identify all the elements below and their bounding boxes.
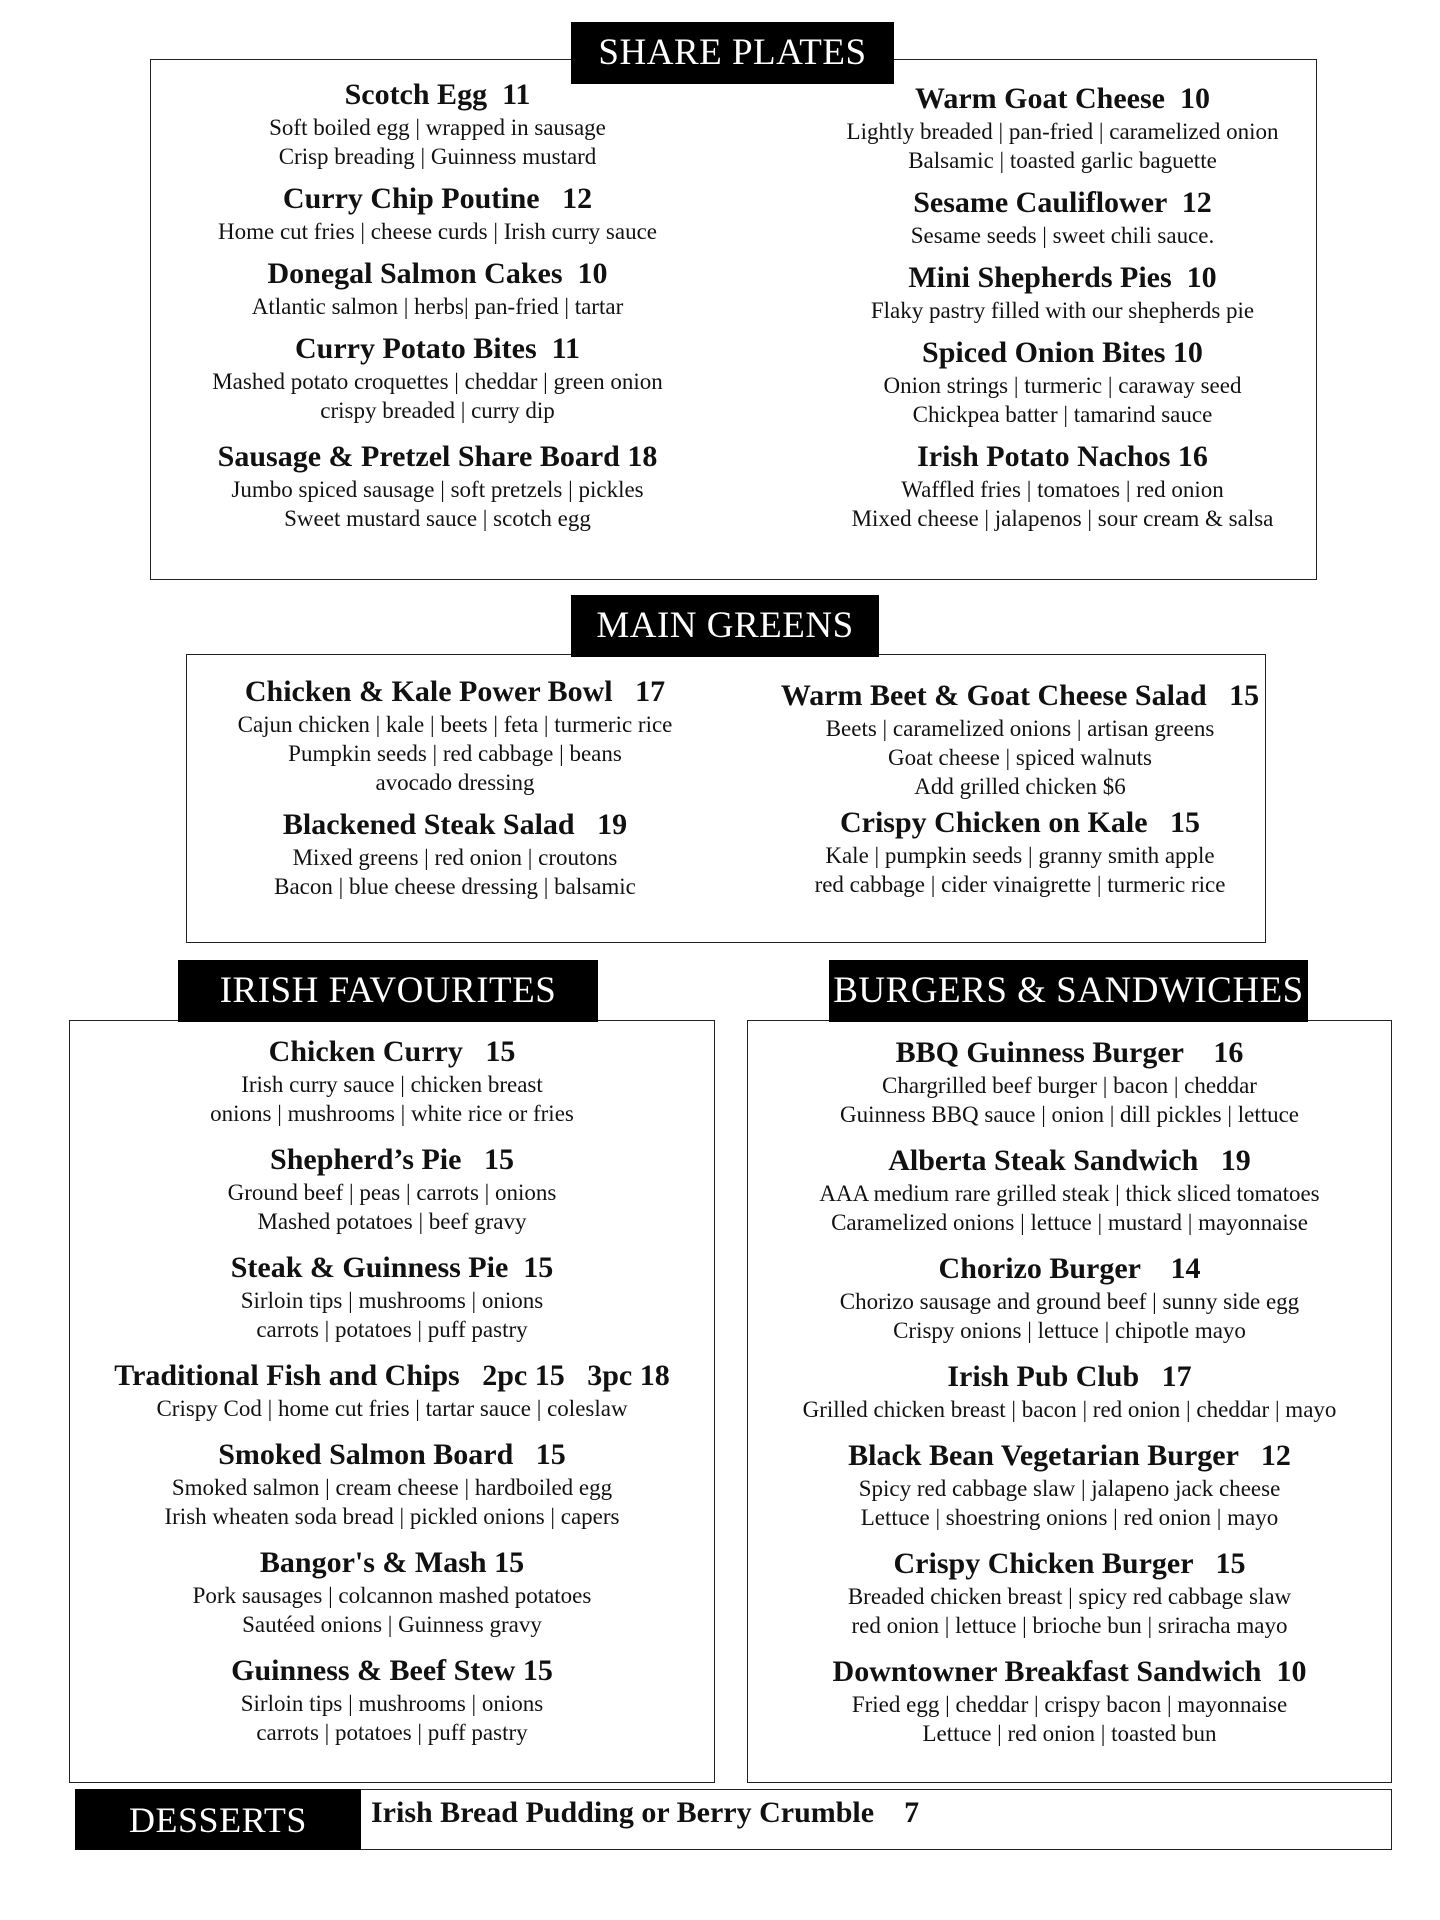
menu-item [69,1653,715,1747]
item-name: Crispy Chicken on Kale 15 [839,806,1201,839]
item-line: Pork sausages | colcannon mashed potatoes [192,1583,592,1608]
item-name: Smoked Salmon Board 15 [218,1438,566,1471]
item-line: Cajun chicken | kale | beets | feta | turmeric rice [237,712,673,737]
menu-item [780,185,1345,250]
menu-item [740,805,1300,899]
item-line: Waffled fries | tomatoes | red onion [901,477,1224,502]
share-plates-heading: SHARE PLATES [571,22,894,84]
item-name: Curry Chip Poutine 12 [282,182,593,215]
item-line: Atlantic salmon | herbs| pan-fried | tartar [251,294,624,319]
menu-item [175,807,735,901]
item-line: Sweet mustard sauce | scotch egg [284,506,591,531]
item-line: Breaded chicken breast | spicy red cabbage slaw [847,1584,1292,1609]
item-name: Irish Potato Nachos 16 [917,440,1208,473]
menu-item [780,335,1345,429]
item-line: Irish curry sauce | chicken breast [241,1072,543,1097]
menu-item [175,674,735,797]
item-line: crispy breaded | curry dip [320,398,555,423]
item-name: Chicken Curry 15 [268,1035,516,1068]
item-name: Mini Shepherds Pies 10 [908,261,1217,294]
item-name: Warm Beet & Goat Cheese Salad 15 [780,679,1260,712]
item-line: Mashed potato croquettes | cheddar | green onion [212,369,663,394]
main-greens-heading: MAIN GREENS [571,595,879,657]
item-name: Donegal Salmon Cakes 10 [267,257,608,290]
item-line: Beets | caramelized onions | artisan greens [825,716,1215,741]
menu-item [69,1250,715,1344]
item-line: Guinness BBQ sauce | onion | dill pickles | lettuce [839,1102,1300,1127]
item-name: Blackened Steak Salad 19 [282,808,628,841]
item-name: Chicken & Kale Power Bowl 17 [244,675,666,708]
menu-item [69,1437,715,1531]
item-line: Kale | pumpkin seeds | granny smith apple [825,843,1215,868]
item-line: avocado dressing [375,770,535,795]
item-name: Alberta Steak Sandwich 19 [888,1144,1251,1177]
item-name: Steak & Guinness Pie 15 [230,1251,554,1284]
menu-item [747,1143,1392,1237]
item-line: Home cut fries | cheese curds | Irish curry sauce [218,219,657,244]
item-line: Grilled chicken breast | bacon | red onion | cheddar | mayo [802,1397,1337,1422]
share-plates-right-column [780,81,1345,533]
item-line: Add grilled chicken $6 [914,774,1126,799]
menu-item [155,331,720,425]
item-line: Chickpea batter | tamarind sauce [912,402,1213,427]
menu-item [747,1438,1392,1532]
item-line: Sirloin tips | mushrooms | onions [240,1691,544,1716]
share-plates-left-column [155,77,720,533]
menu-item [69,1358,715,1423]
menu-item [69,1034,715,1128]
item-line: red onion | lettuce | brioche bun | sriracha mayo [851,1613,1288,1638]
item-name: Downtowner Breakfast Sandwich 10 [832,1655,1307,1688]
item-line: Mashed potatoes | beef gravy [257,1209,527,1234]
item-line: Irish wheaten soda bread | pickled onions | capers [164,1504,620,1529]
desserts-heading: DESSERTS [75,1789,361,1850]
item-line: Chargrilled beef burger | bacon | cheddar [882,1073,1257,1098]
menu-item [747,1251,1392,1345]
irish-favourites-heading: IRISH FAVOURITES [178,960,598,1022]
menu-item [155,77,720,171]
main-greens-right-column [740,678,1300,899]
menu-item [747,1035,1392,1129]
item-name: BBQ Guinness Burger 16 [895,1036,1244,1069]
item-name: Sausage & Pretzel Share Board 18 [217,440,658,473]
item-name: Irish Pub Club 17 [947,1360,1192,1393]
desserts-item: Irish Bread Pudding or Berry Crumble 7 [371,1796,920,1829]
item-line: Onion strings | turmeric | caraway seed [883,373,1242,398]
item-name: Black Bean Vegetarian Burger 12 [848,1439,1291,1472]
menu-item [747,1546,1392,1640]
item-line: Sautéed onions | Guinness gravy [242,1612,542,1637]
menu-item [780,81,1345,175]
item-name: Traditional Fish and Chips 2pc 15 3pc 18 [114,1359,670,1392]
item-name: Curry Potato Bites 11 [295,332,580,365]
menu-item [747,1359,1392,1424]
main-greens-left-column [175,674,735,901]
menu-item [69,1545,715,1639]
item-name: Sesame Cauliflower 12 [913,186,1212,219]
item-line: Crispy Cod | home cut fries | tartar sauce | coleslaw [156,1396,628,1421]
item-line: Lightly breaded | pan-fried | caramelized onion [846,119,1279,144]
menu-item [780,439,1345,533]
item-line: Ground beef | peas | carrots | onions [227,1180,557,1205]
menu-item [780,260,1345,325]
item-line: Lettuce | shoestring onions | red onion | mayo [860,1505,1279,1530]
item-line: onions | mushrooms | white rice or fries [210,1101,574,1126]
menu-item [69,1142,715,1236]
item-line: Balsamic | toasted garlic baguette [908,148,1217,173]
item-name: Spiced Onion Bites 10 [922,336,1203,369]
burgers-heading: BURGERS & SANDWICHES [829,960,1308,1022]
item-line: Caramelized onions | lettuce | mustard | mayonnaise [831,1210,1308,1235]
irish-favourites-column [69,1034,715,1747]
item-line: Chorizo sausage and ground beef | sunny side egg [839,1289,1300,1314]
item-name: Shepherd’s Pie 15 [270,1143,514,1176]
item-line: Mixed greens | red onion | croutons [292,845,618,870]
item-line: Bacon | blue cheese dressing | balsamic [274,874,636,899]
item-line: Crisp breading | Guinness mustard [278,144,597,169]
item-line: Goat cheese | spiced walnuts [888,745,1152,770]
item-line: Crispy onions | lettuce | chipotle mayo [893,1318,1246,1343]
item-line: Lettuce | red onion | toasted bun [922,1721,1217,1746]
item-line: carrots | potatoes | puff pastry [256,1317,528,1342]
item-line: Soft boiled egg | wrapped in sausage [269,115,606,140]
item-line: Flaky pastry filled with our shepherds pie [870,298,1255,323]
item-line: Sirloin tips | mushrooms | onions [240,1288,544,1313]
item-name: Guinness & Beef Stew 15 [231,1654,553,1687]
item-name: Scotch Egg 11 [344,78,531,111]
item-name: Chorizo Burger 14 [938,1252,1201,1285]
menu-item [155,181,720,246]
item-line: Spicy red cabbage slaw | jalapeno jack cheese [858,1476,1281,1501]
item-line: Jumbo spiced sausage | soft pretzels | pickles [231,477,644,502]
burgers-column [747,1035,1392,1748]
menu-item [155,256,720,321]
item-line: Mixed cheese | jalapenos | sour cream & salsa [851,506,1274,531]
item-line: red cabbage | cider vinaigrette | turmeric rice [814,872,1226,897]
item-line: Sesame seeds | sweet chili sauce. [910,223,1215,248]
menu-item [155,439,720,533]
menu-item [747,1654,1392,1748]
menu-item [740,678,1300,801]
item-name: Crispy Chicken Burger 15 [893,1547,1246,1580]
item-line: AAA medium rare grilled steak | thick sliced tomatoes [819,1181,1320,1206]
item-line: Smoked salmon | cream cheese | hardboiled egg [171,1475,613,1500]
item-name: Warm Goat Cheese 10 [915,82,1210,115]
item-line: Fried egg | cheddar | crispy bacon | mayonnaise [851,1692,1288,1717]
item-line: carrots | potatoes | puff pastry [256,1720,528,1745]
item-name: Bangor's & Mash 15 [259,1546,525,1579]
item-line: Pumpkin seeds | red cabbage | beans [288,741,622,766]
